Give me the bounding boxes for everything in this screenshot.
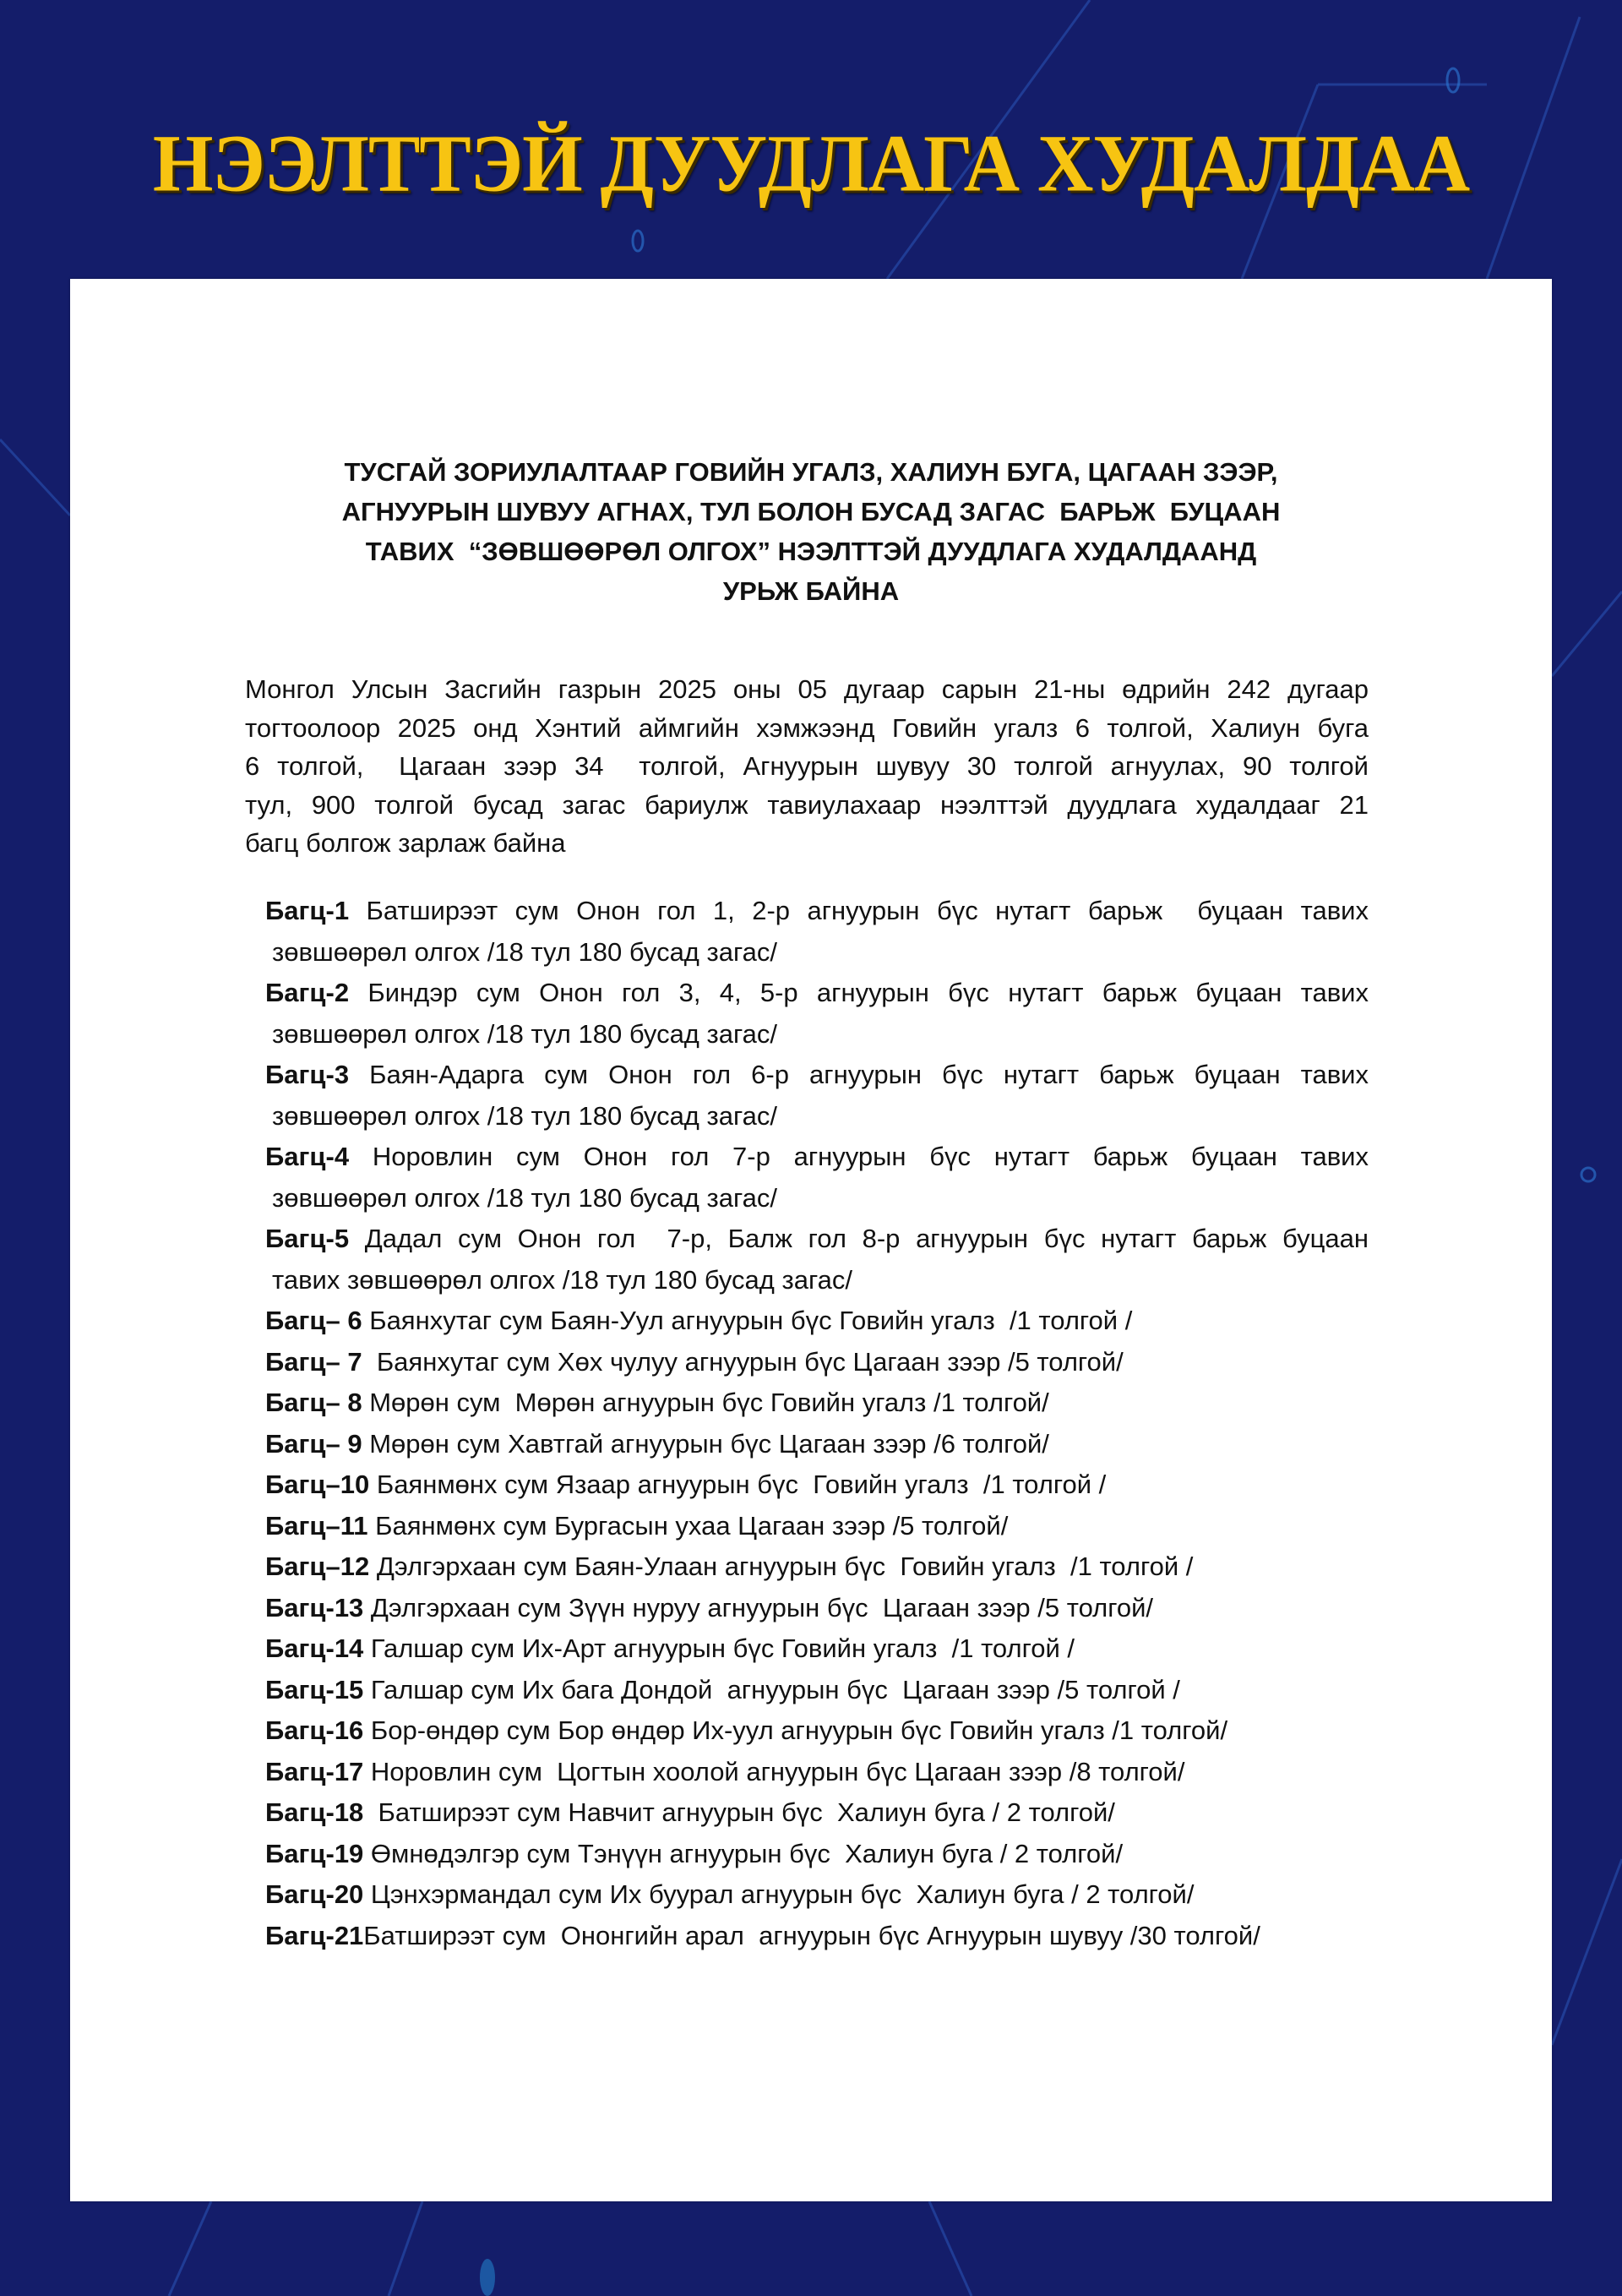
lot-description: Галшар сум Их-Арт агнуурын бүс Говийн угалз /1 толгой /: [370, 1633, 1075, 1663]
lot-item: [265, 1710, 1369, 1752]
lot-item: [265, 973, 1369, 1055]
lot-label: Багц-1: [265, 896, 350, 925]
lot-description: Цэнхэрмандал сум Их буурал агнуурын бүс Халиун буга / 2 толгой/: [370, 1879, 1195, 1909]
intro-line: тогтоолоор 2025 онд Хэнтий аймгийн хэмжээнд Говийн угалз 6 толгой, Халиун буга: [245, 712, 1369, 743]
lot-description: Галшар сум Их бага Дондой агнуурын бүс Цагаан зээр /5 толгой /: [370, 1674, 1180, 1704]
lot-item: [265, 1219, 1369, 1301]
lot-description-cont: зөвшөөрөл олгох /18 тул 180 бусад загас/: [272, 1100, 777, 1131]
lot-item: [265, 1055, 1369, 1137]
lot-description: Баянмөнх сум Бургасын ухаа Цагаан зээр /5 толгой/: [375, 1510, 1009, 1541]
lot-description: Дэлгэрхаан сум Зүүн нуруу агнуурын бүс Цагаан зээр /5 толгой/: [370, 1592, 1154, 1622]
lot-label: Багц– 9: [265, 1428, 362, 1459]
notice-card: [70, 279, 1552, 2201]
lot-label: Багц– 8: [265, 1388, 362, 1417]
lot-description: Норовлин сум Онон гол 7-р агнуурын бүс нутагт барьж буцаан тавих: [372, 1142, 1369, 1171]
lot-label: Багц–10: [265, 1470, 370, 1499]
lot-description: Баянхутаг сум Баян-Уул агнуурын бүс Говийн угалз /1 толгой /: [369, 1306, 1133, 1335]
lot-item: [265, 1464, 1369, 1506]
lot-item: [265, 1834, 1369, 1875]
lot-item: [265, 1137, 1369, 1219]
intro-line: 6 толгой, Цагаан зээр 34 толгой, Агнуурын шувуу 30 толгой агнуулах, 90 толгой: [245, 751, 1369, 781]
lot-label: Багц-3: [265, 1060, 350, 1089]
lot-item: [265, 1670, 1369, 1711]
heading-line: АГНУУРЫН ШУВУУ АГНАХ, ТУЛ БОЛОН БУСАД ЗАГАС БАРЬЖ БУЦААН: [341, 497, 1281, 526]
lot-item: [265, 1588, 1369, 1629]
lot-item: [265, 1424, 1369, 1465]
lot-description-cont: зөвшөөрөл олгох /18 тул 180 бусад загас/: [272, 1018, 777, 1049]
lot-item: [265, 891, 1369, 973]
lot-label: Багц-15: [265, 1674, 364, 1704]
lot-item: [265, 1506, 1369, 1547]
heading-line: ТУСГАЙ ЗОРИУЛАЛТААР ГОВИЙН УГАЛЗ, ХАЛИУН БУГА, ЦАГААН ЗЭЭР,: [344, 457, 1278, 487]
lot-description: Батширээт сум Навчит агнуурын бүс Халиун буга / 2 толгой/: [370, 1797, 1115, 1827]
lot-item: [265, 1792, 1369, 1834]
lot-list: [265, 891, 1369, 1956]
lot-item: [265, 1342, 1369, 1383]
lot-label: Багц–11: [265, 1510, 368, 1541]
lot-description: Батширээт сум Онон гол 1, 2-р агнуурын бүс нутагт барьж буцаан тавих: [366, 896, 1369, 925]
lot-label: Багц– 7: [265, 1346, 362, 1377]
lot-item: [265, 1546, 1369, 1588]
intro-paragraph: [245, 670, 1369, 863]
lot-item: [265, 1383, 1369, 1424]
lot-description: Дэлгэрхаан сум Баян-Улаан агнуурын бүс Говийн угалз /1 толгой /: [376, 1552, 1194, 1581]
lot-label: Багц-18: [265, 1797, 364, 1827]
lot-label: Багц-4: [265, 1142, 350, 1171]
lot-label: Багц–12: [265, 1552, 370, 1581]
lot-description: Өмнөдэлгэр сум Тэнүүн агнуурын бүс Халиун буга / 2 толгой/: [370, 1838, 1124, 1868]
lot-description: Мөрөн сум Мөрөн агнуурын бүс Говийн угалз /1 толгой/: [369, 1388, 1049, 1417]
lot-description: Баян-Адарга сум Онон гол 6-р агнуурын бүс нутагт барьж буцаан тавих: [369, 1060, 1369, 1089]
lot-label: Багц-14: [265, 1633, 364, 1663]
heading-line: УРЬЖ БАЙНА: [722, 576, 900, 606]
lot-description-cont: тавих зөвшөөрөл олгох /18 тул 180 бусад загас/: [272, 1264, 852, 1295]
lot-label: Багц-19: [265, 1838, 364, 1868]
lot-description-cont: зөвшөөрөл олгох /18 тул 180 бусад загас/: [272, 1182, 777, 1213]
lot-description: Баянмөнх сум Язаар агнуурын бүс Говийн угалз /1 толгой /: [376, 1470, 1107, 1499]
lot-item: [265, 1301, 1369, 1342]
lot-label: Багц-2: [265, 978, 350, 1007]
lot-description: Мөрөн сум Хавтгай агнуурын бүс Цагаан зээр /6 толгой/: [369, 1428, 1049, 1459]
heading-line: ТАВИХ “ЗӨВШӨӨРӨЛ ОЛГОХ” НЭЭЛТТЭЙ ДУУДЛАГА ХУДАЛДААНД: [365, 537, 1257, 566]
lot-item: [265, 1752, 1369, 1793]
lot-description: Бор-өндөр сум Бор өндөр Их-уул агнуурын бүс Говийн угалз /1 толгой/: [370, 1715, 1228, 1745]
lot-label: Багц-16: [265, 1715, 364, 1745]
lot-description-cont: зөвшөөрөл олгох /18 тул 180 бусад загас/: [272, 936, 777, 967]
lot-description: Батширээт сум Ононгийн арал агнуурын бүс Агнуурын шувуу /30 толгой/: [363, 1920, 1260, 1950]
intro-line: Монгол Улсын Засгийн газрын 2025 оны 05 дугаар сарын 21-ны өдрийн 242 дугаар: [245, 674, 1369, 704]
lot-label: Багц-21: [265, 1920, 364, 1950]
lot-label: Багц– 6: [265, 1306, 362, 1335]
notice-heading: [70, 452, 1552, 611]
lot-item: [265, 1874, 1369, 1916]
lot-description: Норовлин сум Цогтын хоолой агнуурын бүс Цагаан зээр /8 толгой/: [370, 1756, 1185, 1786]
lot-label: Багц-5: [265, 1224, 350, 1253]
lot-label: Багц-17: [265, 1756, 364, 1786]
lot-label: Багц-13: [265, 1592, 364, 1622]
lot-item: [265, 1628, 1369, 1670]
lot-label: Багц-20: [265, 1879, 364, 1909]
page-title: НЭЭЛТТЭЙ ДУУДЛАГА ХУДАЛДАА: [152, 117, 1470, 209]
lot-description: Биндэр сум Онон гол 3, 4, 5-р агнуурын бүс нутагт барьж буцаан тавих: [367, 978, 1369, 1007]
intro-line: багц болгож зарлаж байна: [245, 828, 566, 858]
intro-line: тул, 900 толгой бусад загас бариулж тавиулахаар нээлттэй дуудлага худалдааг 21: [245, 789, 1369, 820]
lot-description: Баянхутаг сум Хөх чулуу агнуурын бүс Цагаан зээр /5 толгой/: [369, 1346, 1124, 1377]
lot-description: Дадал сум Онон гол 7-р, Балж гол 8-р агнуурын бүс нутагт барьж буцаан: [364, 1224, 1369, 1253]
lot-item: [265, 1916, 1369, 1957]
